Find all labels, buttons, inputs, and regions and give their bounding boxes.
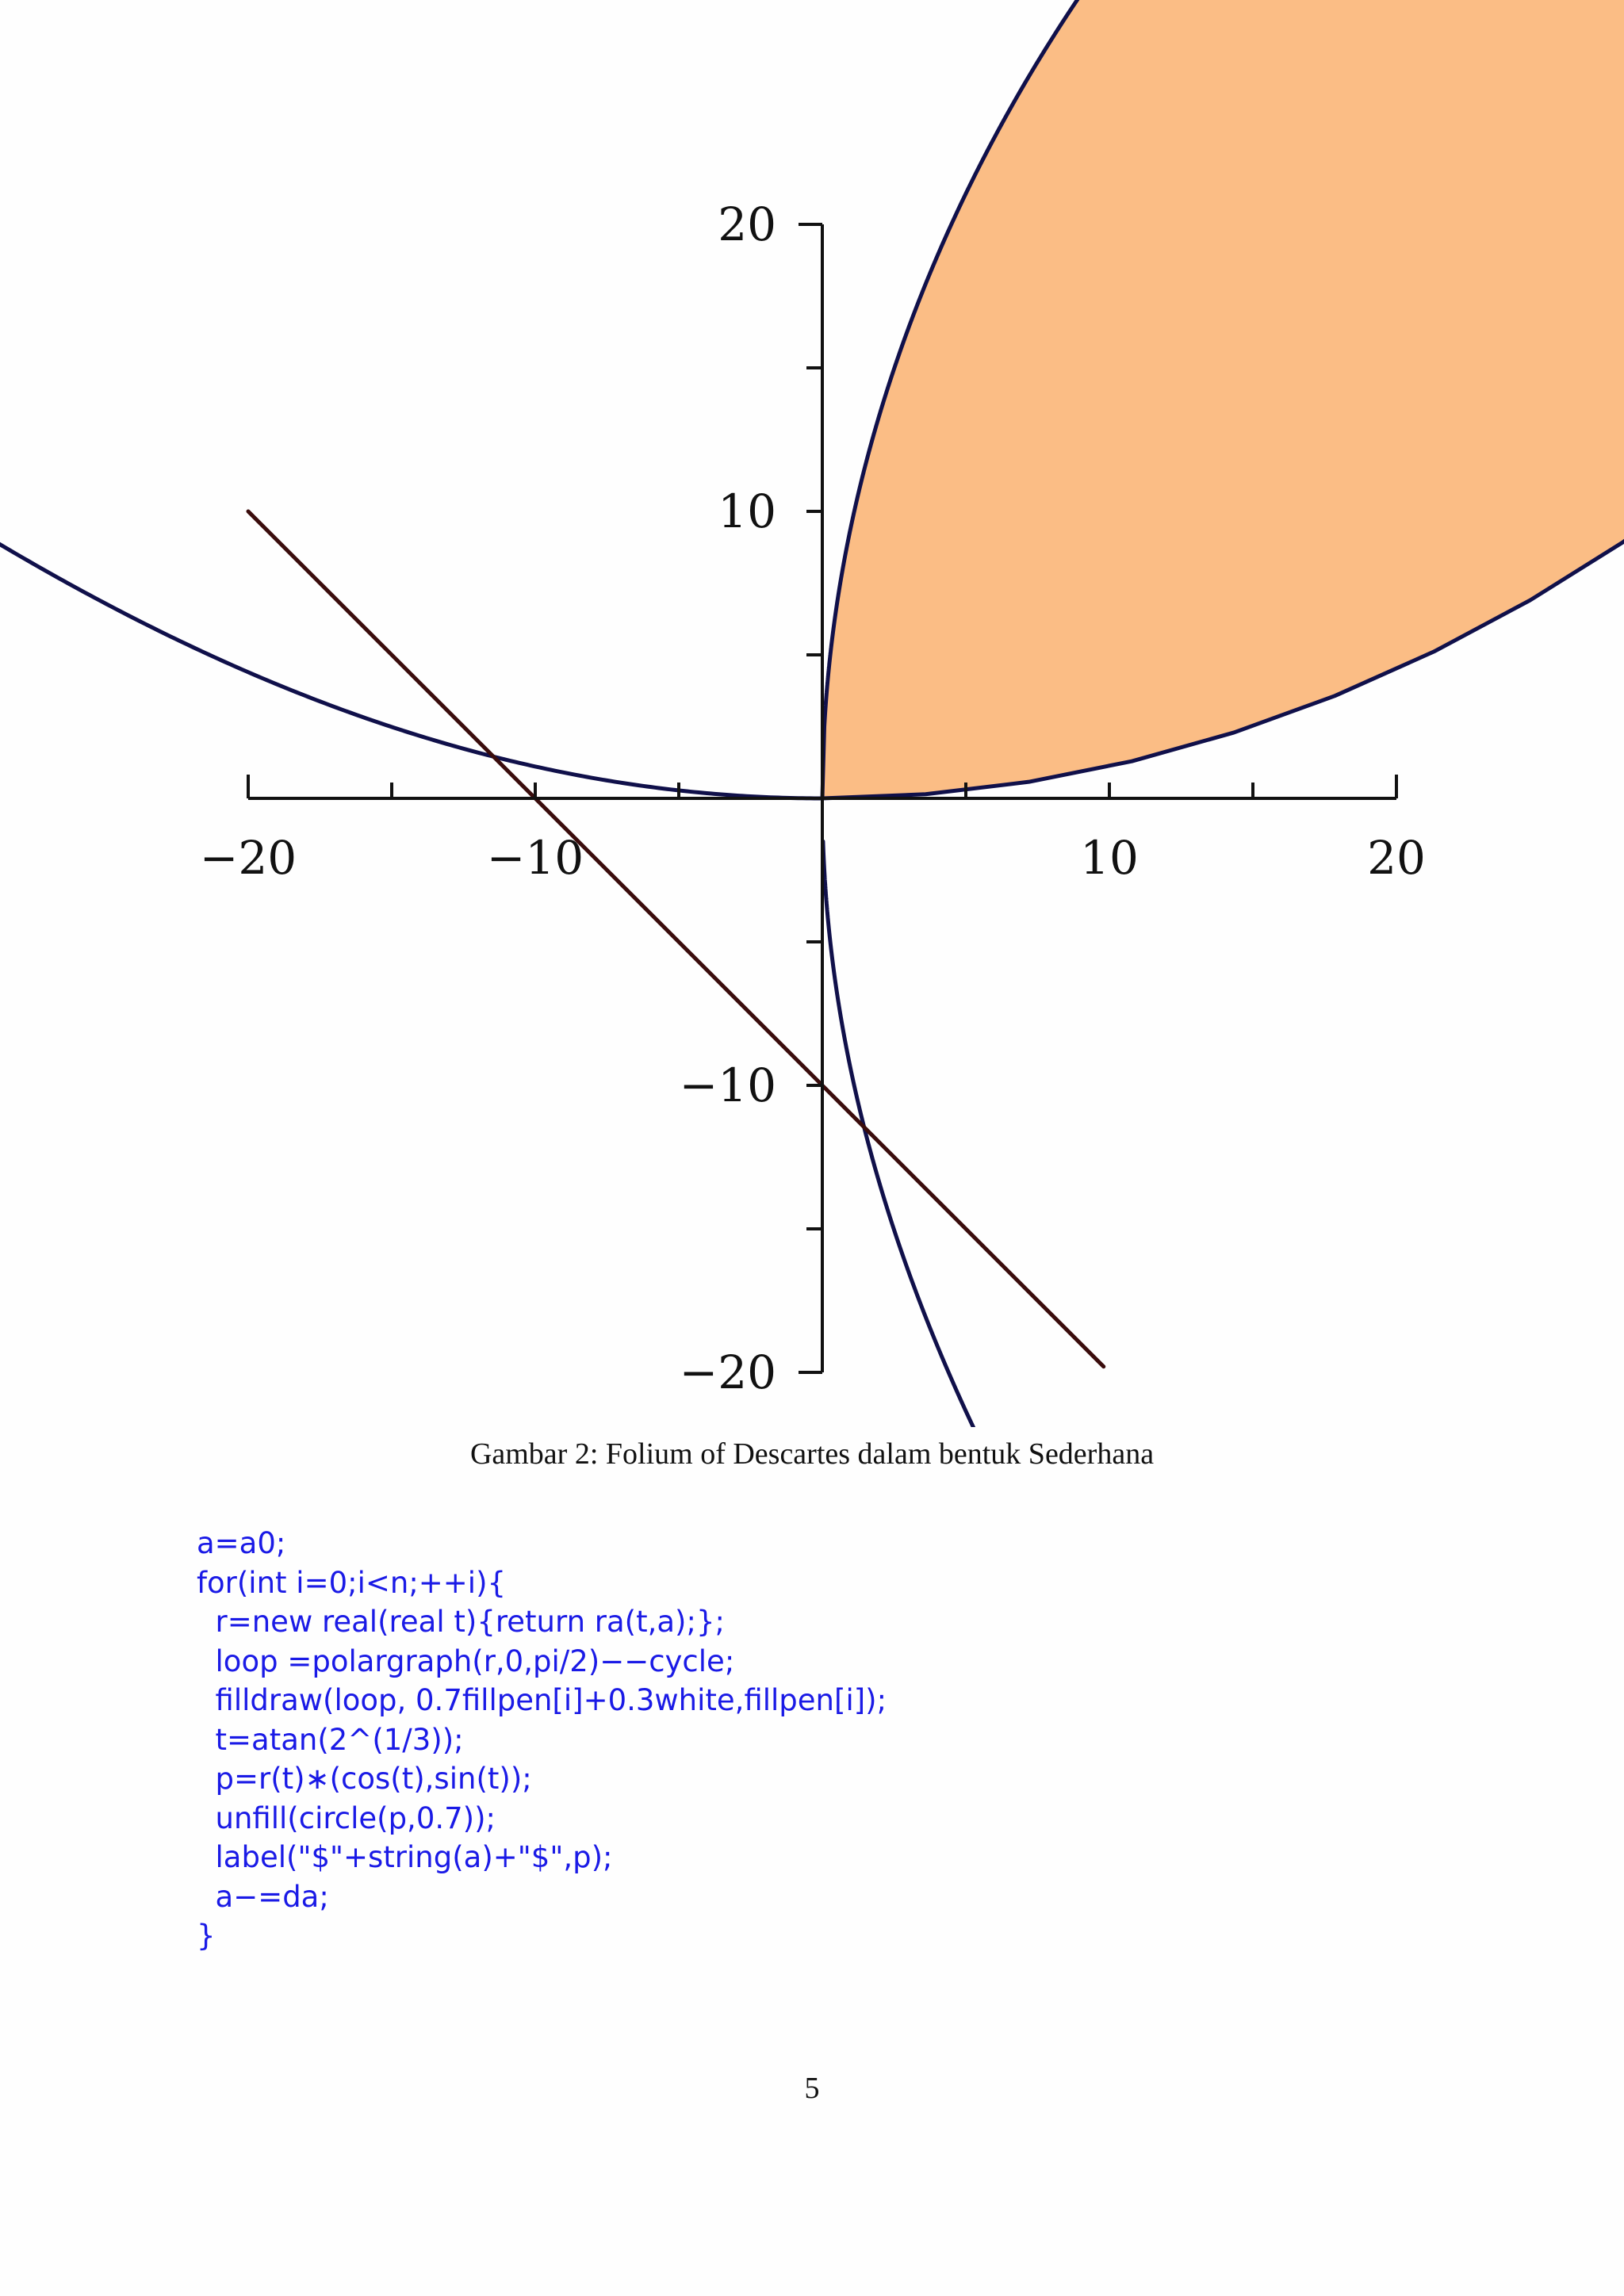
page-number: 5 xyxy=(804,2072,820,2105)
code-line: } xyxy=(197,1919,216,1953)
folium-left-branch xyxy=(0,0,822,798)
y-tick-label: 20 xyxy=(718,197,776,251)
code-listing xyxy=(197,1524,887,1956)
x-tick-label: −20 xyxy=(199,831,297,885)
figure-caption: Gambar 2: Folium of Descartes dalam bentuk Sederhana xyxy=(469,1437,1155,1471)
code-line: p=r(t)∗(cos(t),sin(t)); xyxy=(197,1762,532,1796)
code-line: a=a0; xyxy=(197,1526,286,1560)
y-tick-label: 10 xyxy=(718,484,776,538)
code-line: a−=da; xyxy=(197,1879,329,1914)
y-tick-label: −10 xyxy=(679,1058,776,1112)
code-line: loop =polargraph(r,0,pi/2)−−cycle; xyxy=(197,1644,735,1678)
code-line: label("$"+string(a)+"$",p); xyxy=(197,1840,613,1874)
code-line: t=atan(2^(1/3)); xyxy=(197,1722,464,1757)
y-tick-label: −20 xyxy=(679,1345,776,1399)
code-line: filldraw(loop, 0.7fillpen[i]+0.3white,fillpen[i]); xyxy=(197,1683,887,1717)
x-tick-label: 20 xyxy=(1367,831,1426,885)
code-line: r=new real(real t){return ra(t,a);}; xyxy=(197,1605,725,1639)
folium-loop-fill xyxy=(822,0,1624,798)
x-tick-label: −10 xyxy=(486,831,584,885)
code-line: unfill(circle(p,0.7)); xyxy=(197,1800,496,1835)
code-line: for(int i=0;i<n;++i){ xyxy=(197,1565,507,1600)
folium-right-branch xyxy=(823,841,1624,1427)
x-tick-label: 10 xyxy=(1080,831,1139,885)
